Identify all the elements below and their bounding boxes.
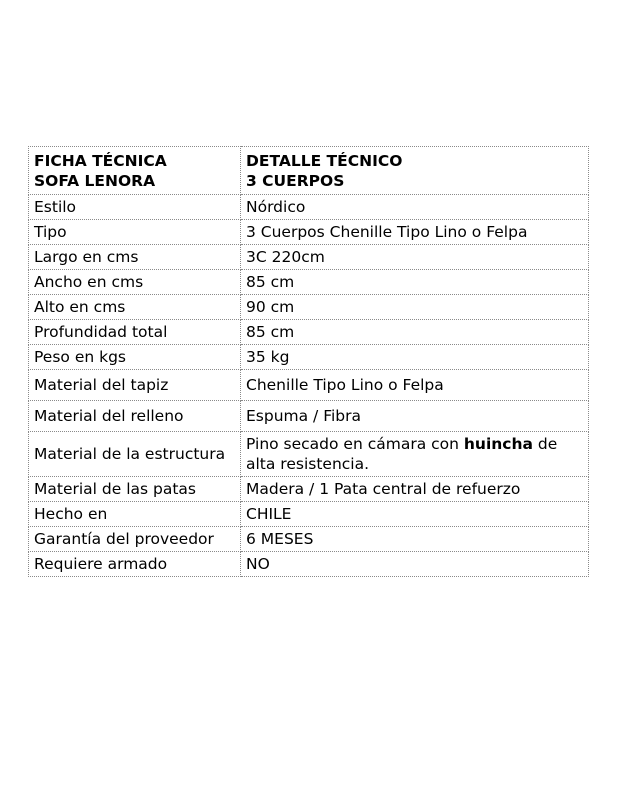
row-value: 90 cm <box>241 295 589 320</box>
row-label: Material de la estructura <box>29 432 241 477</box>
header-right-line1: DETALLE TÉCNICO <box>246 152 403 170</box>
row-value: CHILE <box>241 502 589 527</box>
row-value: NO <box>241 552 589 577</box>
header-right-line2: 3 CUERPOS <box>246 172 345 190</box>
row-value: 35 kg <box>241 345 589 370</box>
row-value: Espuma / Fibra <box>241 401 589 432</box>
row-value-text-end: de alta resistencia. <box>246 435 558 473</box>
header-right-cell <box>241 147 589 195</box>
table-row <box>29 295 589 320</box>
row-value: Madera / 1 Pata central de refuerzo <box>241 477 589 502</box>
row-value-text: Pino secado en cámara con <box>246 435 464 453</box>
table-row <box>29 195 589 220</box>
row-label: Tipo <box>29 220 241 245</box>
row-label: Peso en kgs <box>29 345 241 370</box>
table-row <box>29 370 589 401</box>
row-label: Garantía del proveedor <box>29 527 241 552</box>
spec-sheet <box>28 146 588 577</box>
row-label: Requiere armado <box>29 552 241 577</box>
table-header-row <box>29 147 589 195</box>
table-row <box>29 220 589 245</box>
row-label: Ancho en cms <box>29 270 241 295</box>
table-row <box>29 270 589 295</box>
row-value: 6 MESES <box>241 527 589 552</box>
table-row <box>29 527 589 552</box>
spec-table <box>28 146 589 577</box>
row-label: Material del tapiz <box>29 370 241 401</box>
header-left-line1: FICHA TÉCNICA <box>34 152 167 170</box>
row-label: Alto en cms <box>29 295 241 320</box>
row-value: Chenille Tipo Lino o Felpa <box>241 370 589 401</box>
row-value: Nórdico <box>241 195 589 220</box>
row-label: Estilo <box>29 195 241 220</box>
row-value: 85 cm <box>241 270 589 295</box>
table-row <box>29 401 589 432</box>
table-row <box>29 552 589 577</box>
table-row <box>29 502 589 527</box>
row-value: 3C 220cm <box>241 245 589 270</box>
row-value: 3 Cuerpos Chenille Tipo Lino o Felpa <box>241 220 589 245</box>
row-value <box>241 432 589 477</box>
header-left-cell <box>29 147 241 195</box>
row-value: 85 cm <box>241 320 589 345</box>
row-label: Material de las patas <box>29 477 241 502</box>
table-row <box>29 320 589 345</box>
row-label: Largo en cms <box>29 245 241 270</box>
row-value-bold-text: huincha <box>463 435 533 453</box>
row-label: Hecho en <box>29 502 241 527</box>
row-label: Profundidad total <box>29 320 241 345</box>
table-row <box>29 432 589 477</box>
table-row <box>29 477 589 502</box>
row-label: Material del relleno <box>29 401 241 432</box>
table-row <box>29 245 589 270</box>
header-left-line2: SOFA LENORA <box>34 172 156 190</box>
table-row <box>29 345 589 370</box>
